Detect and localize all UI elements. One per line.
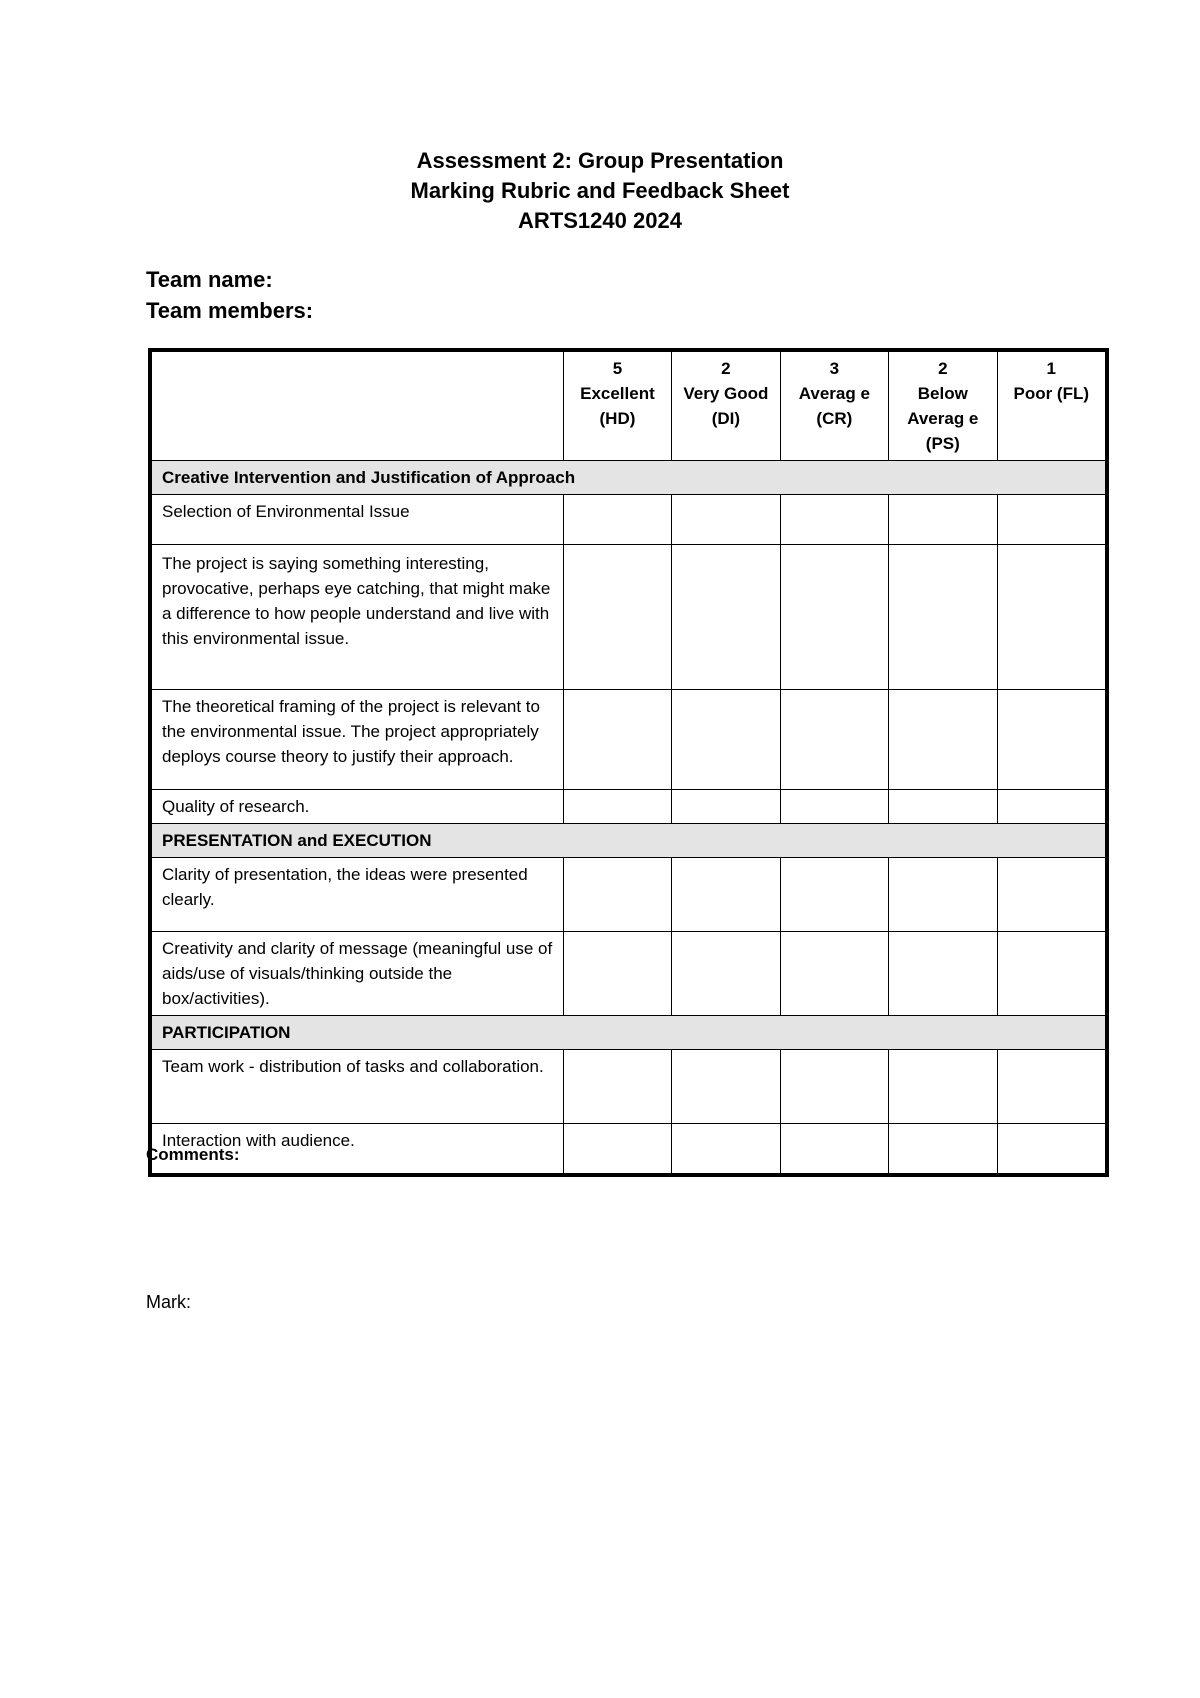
rating-cell[interactable] <box>889 858 997 932</box>
rating-cell[interactable] <box>672 1124 780 1174</box>
rating-header-below-average <box>889 352 997 461</box>
rating-cell[interactable] <box>997 1050 1105 1124</box>
rating-cell[interactable] <box>672 858 780 932</box>
criteria-header-blank <box>152 352 564 461</box>
rating-cell[interactable] <box>997 858 1105 932</box>
section-title: PRESENTATION and EXECUTION <box>152 824 1106 858</box>
rating-score: 2 <box>721 359 731 378</box>
team-name-label: Team name: <box>146 267 273 292</box>
rating-cell[interactable] <box>997 690 1105 790</box>
rating-cell[interactable] <box>997 545 1105 690</box>
mark-label: Mark: <box>146 1292 191 1312</box>
rating-cell[interactable] <box>780 790 888 824</box>
rating-cell[interactable] <box>997 790 1105 824</box>
criterion-row <box>152 690 1106 790</box>
section-title: Creative Intervention and Justification of Approach <box>152 461 1106 495</box>
rating-score: 3 <box>829 359 840 378</box>
section-row-creative-intervention <box>152 461 1106 495</box>
course-code: ARTS1240 2024 <box>518 208 682 233</box>
rating-cell[interactable] <box>563 932 671 1016</box>
rating-cell[interactable] <box>780 495 888 545</box>
criterion-text: The theoretical framing of the project is relevant to the environmental issue. The project appropriately deploys course theory to justify their approach. <box>152 690 564 790</box>
rating-cell[interactable] <box>672 545 780 690</box>
criterion-text: The project is saying something interesting, provocative, perhaps eye catching, that might make a difference to how people understand and live with this environmental issue. <box>152 545 564 690</box>
criterion-row <box>152 495 1106 545</box>
rating-header-row <box>152 352 1106 461</box>
criterion-text: Interaction with audience. <box>152 1124 564 1174</box>
rating-cell[interactable] <box>563 495 671 545</box>
rating-cell[interactable] <box>889 545 997 690</box>
criterion-text: Creativity and clarity of message (meaningful use of aids/use of visuals/thinking outside the box/activities). <box>152 932 564 1016</box>
rubric-title: Marking Rubric and Feedback Sheet <box>410 178 790 203</box>
criterion-row <box>152 932 1106 1016</box>
rating-header-poor <box>997 352 1105 461</box>
rating-cell[interactable] <box>780 1050 888 1124</box>
team-members-label: Team members: <box>146 298 314 323</box>
assessment-title: Assessment 2: Group Presentation <box>416 148 784 173</box>
rubric-table-frame <box>148 348 1109 1177</box>
rubric-table <box>151 351 1106 1174</box>
rating-cell[interactable] <box>672 790 780 824</box>
rating-cell[interactable] <box>889 1050 997 1124</box>
rating-cell[interactable] <box>780 932 888 1016</box>
rating-cell[interactable] <box>672 932 780 1016</box>
rating-cell[interactable] <box>997 1124 1105 1174</box>
rating-cell[interactable] <box>563 790 671 824</box>
rating-label: Very Good (DI) <box>683 384 769 428</box>
rating-cell[interactable] <box>563 690 671 790</box>
criterion-row <box>152 790 1106 824</box>
rating-cell[interactable] <box>889 932 997 1016</box>
rating-cell[interactable] <box>672 495 780 545</box>
rating-score: 5 <box>612 359 623 378</box>
rating-score: 2 <box>938 359 948 378</box>
rating-cell[interactable] <box>780 690 888 790</box>
criterion-row <box>152 1124 1106 1174</box>
rating-score: 1 <box>1046 359 1056 378</box>
rating-label: Averag e (CR) <box>798 384 870 428</box>
rating-label: Excellent (HD) <box>580 384 655 428</box>
criterion-text: Clarity of presentation, the ideas were presented clearly. <box>152 858 564 932</box>
rating-cell[interactable] <box>563 545 671 690</box>
rating-cell[interactable] <box>997 932 1105 1016</box>
section-row-presentation <box>152 824 1106 858</box>
rating-cell[interactable] <box>563 1050 671 1124</box>
rating-cell[interactable] <box>672 1050 780 1124</box>
rating-cell[interactable] <box>563 1124 671 1174</box>
rating-cell[interactable] <box>997 495 1105 545</box>
rating-label: Below Averag e (PS) <box>907 384 979 453</box>
rating-header-very-good <box>672 352 780 461</box>
rating-cell[interactable] <box>563 858 671 932</box>
rating-cell[interactable] <box>889 790 997 824</box>
rating-cell[interactable] <box>780 858 888 932</box>
document-header <box>0 146 1200 236</box>
criterion-row <box>152 545 1106 690</box>
team-info <box>146 264 313 326</box>
rating-cell[interactable] <box>780 545 888 690</box>
criterion-text: Selection of Environmental Issue <box>152 495 564 545</box>
criterion-row <box>152 858 1106 932</box>
rating-cell[interactable] <box>672 690 780 790</box>
criterion-text: Team work - distribution of tasks and collaboration. <box>152 1050 564 1124</box>
section-row-participation <box>152 1016 1106 1050</box>
rating-cell[interactable] <box>780 1124 888 1174</box>
comments-label: Comments: <box>146 1145 240 1164</box>
rating-header-average <box>780 352 888 461</box>
rating-label: Poor (FL) <box>1013 384 1090 403</box>
rating-header-excellent <box>563 352 671 461</box>
rating-cell[interactable] <box>889 690 997 790</box>
rating-cell[interactable] <box>889 1124 997 1174</box>
criterion-text: Quality of research. <box>152 790 564 824</box>
criterion-row <box>152 1050 1106 1124</box>
rating-cell[interactable] <box>889 495 997 545</box>
section-title: PARTICIPATION <box>152 1016 1106 1050</box>
